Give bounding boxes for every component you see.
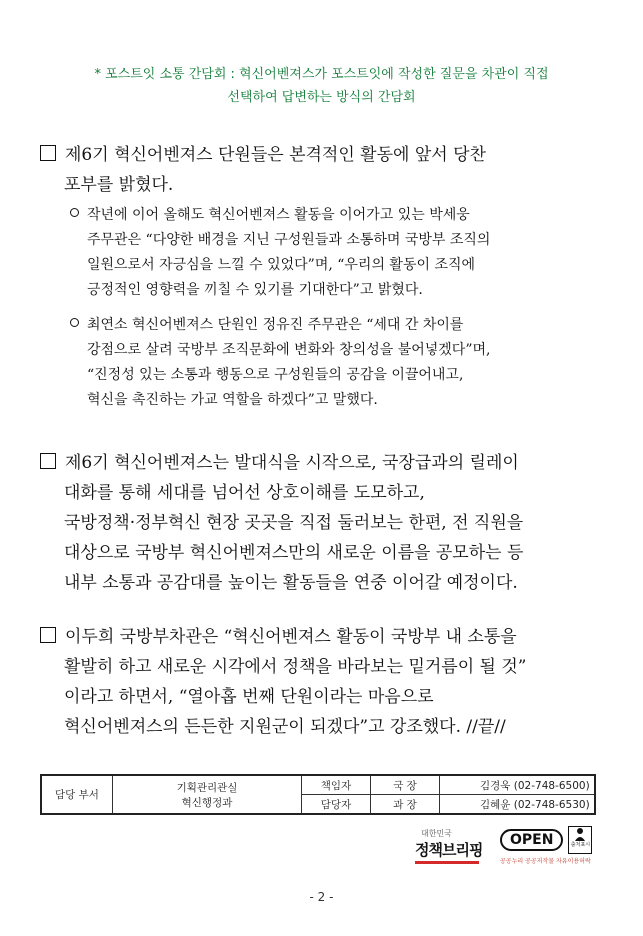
open-badge: OPEN [500,829,563,851]
paragraph-3: 이두희 국방부차관은 “혁신어벤져스 활동이 국방부 내 소통을 활발히 하고 새로운 시각에서 정책을 바라보는 밑거름이 될 것” 이라고 하면서, “열아홉 번째 단원이라는 마음으로 혁신어벤져스의 든든한 지원군이 되겠다”고 강조했다. //끝// [40,622,630,742]
person-cell: 김경욱 (02-748-6500) [440,775,596,795]
person-cell: 김혜윤 (02-748-6530) [440,795,596,815]
circle-bullet-icon [70,208,79,217]
circle-bullet-icon [70,318,79,327]
paragraph-1: 제6기 혁신어벤져스 단원들은 본격적인 활동에 앞서 당찬 포부를 밝혔다. [40,140,630,200]
title-cell: 국 장 [371,775,440,795]
dept-label: 담당 부서 [41,775,113,814]
sub-bullet-1: 작년에 이어 올해도 혁신어벤져스 활동을 이어가고 있는 박세웅 주무관은 “다양한 배경을 지닌 구성원들과 소통하며 국방부 조직의 일원으로서 자긍심을 느낄 수 있었다”며, “우리의 활동이 조직에 긍정적인 영향력을 끼칠 수 있기를 기대한다”고 밝혔다. [70,203,630,303]
role-cell: 책임자 [302,775,371,795]
role-cell: 담당자 [302,795,371,815]
kogl-open-logo: OPEN 출처표시 공공누리 공공저작물 자유이용허락 [500,826,600,865]
note-line-1: * 포스트잇 소통 간담회 : 혁신어벤져스가 포스트잇에 작성한 질문을 차관이 직접 [94,67,549,82]
title-cell: 과 장 [371,795,440,815]
checkbox-bullet-icon [40,627,56,643]
person-icon [573,827,587,841]
contact-table [40,774,596,815]
checkbox-bullet-icon [40,453,56,469]
page-number: - 2 - [309,890,334,904]
briefing-underline [415,861,479,864]
policy-briefing-logo: 대한민국 정책브리핑 [415,828,495,864]
attribution-icon: 출처표시 [568,826,592,854]
paragraph-2: 제6기 혁신어벤져스는 발대식을 시작으로, 국장급과의 릴레이 대화를 통해 세대를 넘어선 상호이해를 도모하고, 국방정책·정부혁신 현장 곳곳을 직접 둘러보는 한편, 전 직원을 대상으로 국방부 혁신어벤져스만의 새로운 이름을 공모하는 등 내부 소통과 공감대를 높이는 활동들을 연중 이어갈 예정이다. [40,448,630,598]
checkbox-bullet-icon [40,145,56,161]
note-line-2: 선택하여 답변하는 방식의 간담회 [227,90,416,105]
sub-bullet-2: 최연소 혁신어벤져스 단원인 정유진 주무관은 “세대 간 차이를 강점으로 살려 국방부 조직문화에 변화와 창의성을 불어넣겠다”며, “진정성 있는 소통과 행동으로 구성원들의 공감을 이끌어내고, 혁신을 촉진하는 가교 역할을 하겠다”고 말했다. [70,313,630,413]
dept-name: 기획관리관실 혁신행정과 [113,775,302,814]
